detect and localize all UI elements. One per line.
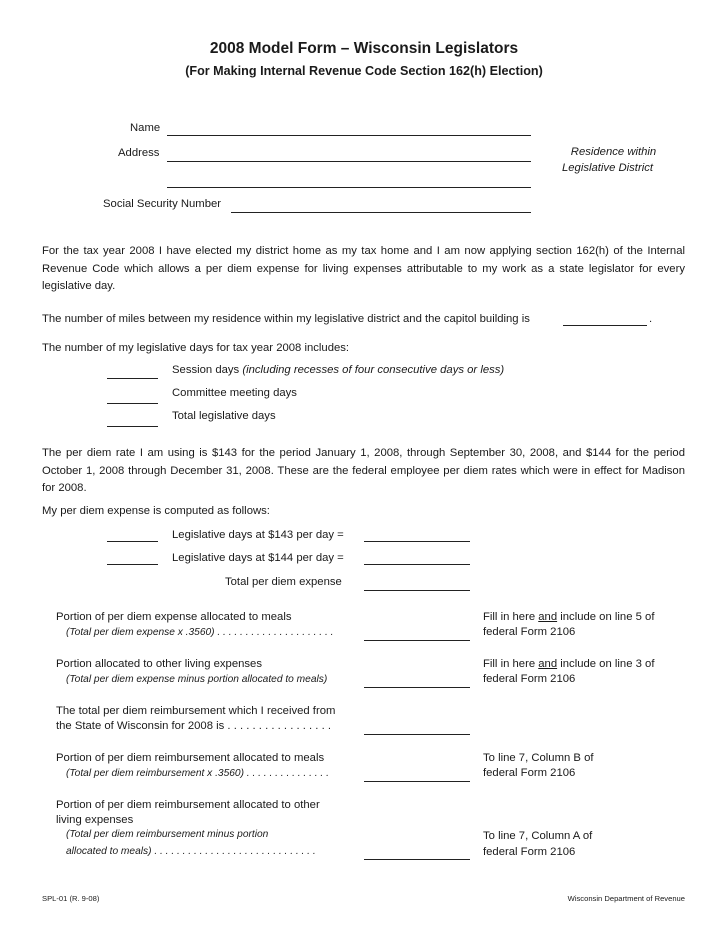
amount-144-field[interactable] xyxy=(364,564,470,565)
other-instruction-and: and xyxy=(538,658,558,670)
total-days-field[interactable] xyxy=(107,426,158,427)
ssn-field[interactable] xyxy=(231,212,531,213)
miles-text: The number of miles between my residence within my legislative district and the capitol building is xyxy=(42,313,530,325)
meals-instruction-1b: include on line 5 of xyxy=(557,611,655,623)
days-at-143-field[interactable] xyxy=(107,541,158,542)
reimb-meals-label: Portion of per diem reimbursement allocated to meals xyxy=(56,752,325,764)
total-per-diem-field[interactable] xyxy=(364,590,470,591)
meals-instruction-1a: Fill in here xyxy=(483,611,539,623)
reimb-meals-instruction-line2: federal Form 2106 xyxy=(483,767,576,779)
ssn-label: Social Security Number xyxy=(103,198,222,210)
meals-instruction-and: and xyxy=(538,611,558,623)
reimbursement-field[interactable] xyxy=(364,734,470,735)
reimb-meals-instruction-line1: To line 7, Column B of xyxy=(483,752,594,764)
residence-note-line1: Residence within xyxy=(570,146,657,158)
reimb-other-label-line2: living expenses xyxy=(56,814,134,826)
reimb-meals-field[interactable] xyxy=(364,781,470,782)
other-instruction-1a: Fill in here xyxy=(483,658,539,670)
address-field-line1[interactable] xyxy=(167,161,531,162)
days-at-144-field[interactable] xyxy=(107,564,158,565)
total-per-diem-label: Total per diem expense xyxy=(225,576,342,588)
reimb-other-instruction-line1: To line 7, Column A of xyxy=(483,830,593,842)
name-label: Name xyxy=(130,122,161,134)
reimb-other-label-line1: Portion of per diem reimbursement allocated to other xyxy=(56,799,320,811)
meals-allocation-field[interactable] xyxy=(364,640,470,641)
reimb-other-note-line2: allocated to meals) . . . . . . . . . . . . . . . . . . . . . . . . . . . . . xyxy=(66,846,316,857)
reimbursement-label-line2: the State of Wisconsin for 2008 is . . . . . . . . . . . . . . . . . xyxy=(56,720,331,732)
session-days-row xyxy=(172,364,504,376)
election-paragraph: For the tax year 2008 I have elected my district home as my tax home and I am now applying section 162(h) of the Internal Revenue Code which allows a per diem expense for living expenses attributable to my work as a state legislator for every legislative day. xyxy=(42,245,685,292)
address-field-line2[interactable] xyxy=(167,187,531,188)
form-title: 2008 Model Form – Wisconsin Legislators xyxy=(209,40,519,57)
address-label: Address xyxy=(118,147,160,159)
agency-name: Wisconsin Department of Revenue xyxy=(567,894,685,903)
name-field[interactable] xyxy=(167,135,531,136)
rate-paragraph: The per diem rate I am using is $143 for the period January 1, 2008, through September 30, 2008, and $144 for the period October 1, 2008 through December 31, 2008. These are the federal employee per diem rates which were in effect for Madison for 2008. xyxy=(42,447,685,494)
days-intro: The number of my legislative days for tax year 2008 includes: xyxy=(42,342,350,354)
amount-143-field[interactable] xyxy=(364,541,470,542)
meals-instruction-line1 xyxy=(483,611,654,623)
reimb-meals-note: (Total per diem reimbursement x .3560) . . . . . . . . . . . . . . . xyxy=(66,768,329,779)
rate-144-label: Legislative days at $144 per day = xyxy=(172,552,344,564)
other-allocation-note: (Total per diem expense minus portion allocated to meals) xyxy=(66,674,328,685)
other-allocation-field[interactable] xyxy=(364,687,470,688)
session-days-field[interactable] xyxy=(107,378,158,379)
total-days-label: Total legislative days xyxy=(172,410,276,422)
reimb-other-note-line1: (Total per diem reimbursement minus portion xyxy=(66,829,269,840)
session-days-label: Session days xyxy=(172,364,240,376)
reimbursement-label-line1: The total per diem reimbursement which I received from xyxy=(56,705,336,717)
meals-instruction-line2: federal Form 2106 xyxy=(483,626,576,638)
session-days-note: (including recesses of four consecutive days or less) xyxy=(242,364,505,376)
committee-days-label: Committee meeting days xyxy=(172,387,297,399)
meals-allocation-label: Portion of per diem expense allocated to meals xyxy=(56,611,292,623)
committee-days-field[interactable] xyxy=(107,403,158,404)
other-instruction-line1 xyxy=(483,658,654,670)
miles-field[interactable] xyxy=(563,325,647,326)
reimb-other-field[interactable] xyxy=(364,859,470,860)
other-instruction-line2: federal Form 2106 xyxy=(483,673,576,685)
computed-intro: My per diem expense is computed as follows: xyxy=(42,505,270,517)
form-subtitle: (For Making Internal Revenue Code Section 162(h) Election) xyxy=(185,64,543,78)
residence-note-line2: Legislative District xyxy=(561,162,654,174)
reimb-other-instruction-line2: federal Form 2106 xyxy=(483,846,576,858)
form-id: SPL-01 (R. 9-08) xyxy=(42,894,100,903)
other-allocation-label: Portion allocated to other living expenses xyxy=(56,658,262,670)
miles-period: . xyxy=(649,313,653,325)
other-instruction-1b: include on line 3 of xyxy=(557,658,655,670)
rate-143-label: Legislative days at $143 per day = xyxy=(172,529,344,541)
meals-allocation-note: (Total per diem expense x .3560) . . . . . . . . . . . . . . . . . . . . . xyxy=(66,627,334,638)
